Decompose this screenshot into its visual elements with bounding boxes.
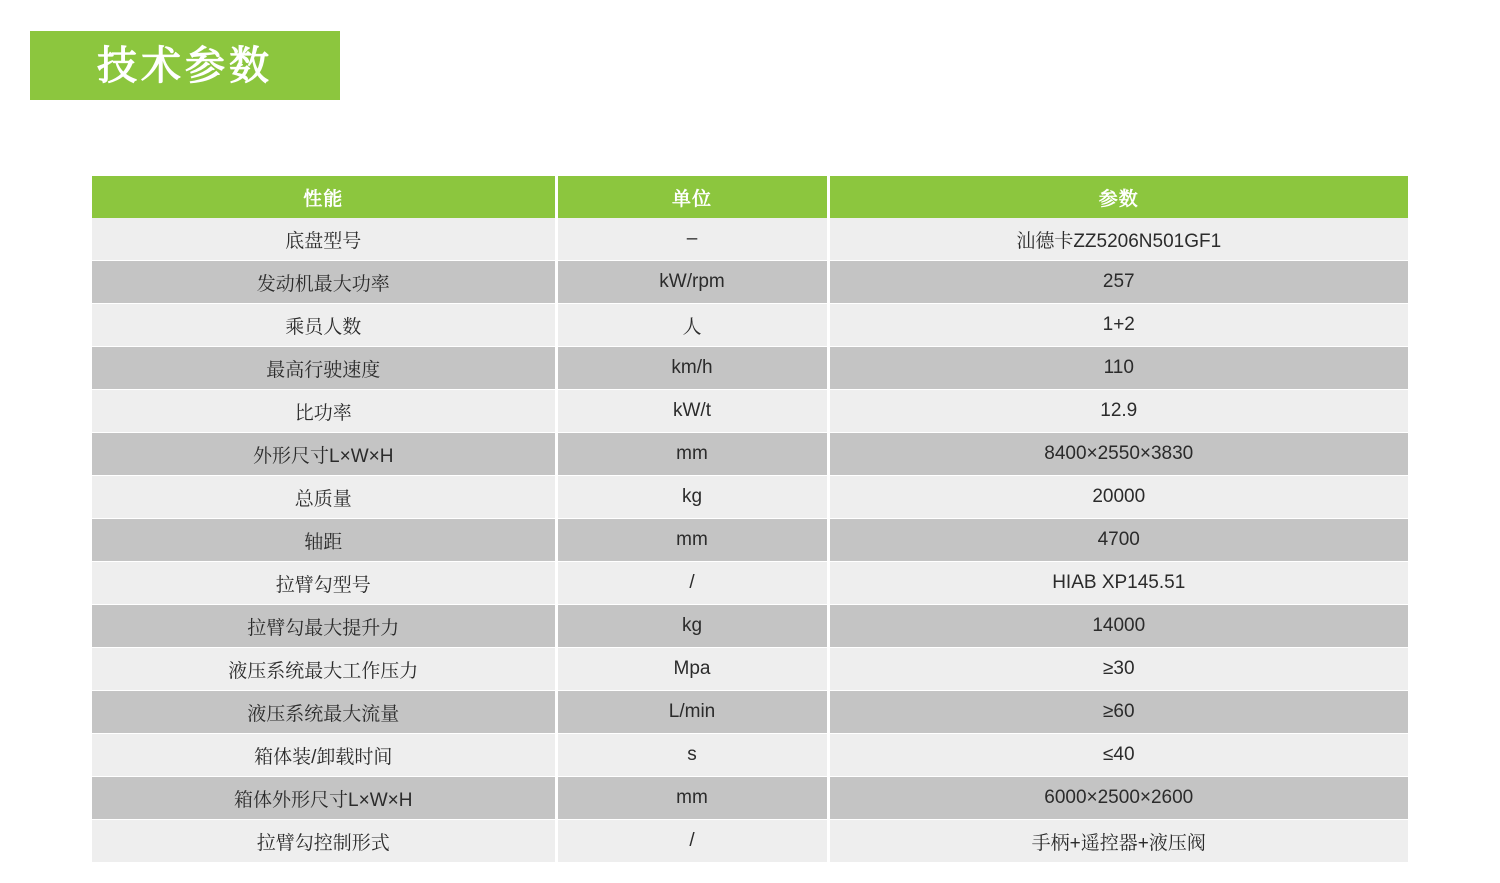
table-body [92,218,1408,863]
table-row [92,476,1408,519]
cell-parameter: 1+2 [828,304,1408,347]
cell-performance: 乘员人数 [92,304,556,347]
cell-unit: mm [556,777,828,820]
cell-parameter: 汕德卡ZZ5206N501GF1 [828,218,1408,261]
cell-unit: mm [556,433,828,476]
cell-parameter: 4700 [828,519,1408,562]
cell-performance: 拉臂勾控制形式 [92,820,556,863]
table-row [92,261,1408,304]
cell-parameter: 手柄+遥控器+液压阀 [828,820,1408,863]
cell-parameter: ≤40 [828,734,1408,777]
table-header-row [92,176,1408,218]
table-row [92,820,1408,863]
cell-unit: kW/t [556,390,828,433]
cell-performance: 拉臂勾最大提升力 [92,605,556,648]
cell-unit: kg [556,476,828,519]
table-row [92,390,1408,433]
cell-parameter: 257 [828,261,1408,304]
cell-performance: 轴距 [92,519,556,562]
table-row [92,648,1408,691]
table-row [92,691,1408,734]
column-header-unit: 单位 [556,176,828,218]
cell-performance: 最高行驶速度 [92,347,556,390]
cell-unit: km/h [556,347,828,390]
table-row [92,734,1408,777]
specification-table-container [92,176,1408,863]
cell-unit: L/min [556,691,828,734]
cell-parameter: 14000 [828,605,1408,648]
section-title-banner [30,31,340,100]
cell-performance: 液压系统最大流量 [92,691,556,734]
cell-unit: Mpa [556,648,828,691]
specification-table [92,176,1408,863]
cell-performance: 比功率 [92,390,556,433]
cell-unit: – [556,218,828,261]
column-header-performance: 性能 [92,176,556,218]
table-header [92,176,1408,218]
cell-parameter: 6000×2500×2600 [828,777,1408,820]
cell-performance: 总质量 [92,476,556,519]
cell-parameter: HIAB XP145.51 [828,562,1408,605]
cell-performance: 拉臂勾型号 [92,562,556,605]
column-header-parameter: 参数 [828,176,1408,218]
table-row [92,777,1408,820]
cell-unit: s [556,734,828,777]
cell-unit: / [556,562,828,605]
table-row [92,304,1408,347]
cell-performance: 发动机最大功率 [92,261,556,304]
cell-parameter: 110 [828,347,1408,390]
table-row [92,433,1408,476]
cell-unit: / [556,820,828,863]
table-row [92,347,1408,390]
cell-parameter: 20000 [828,476,1408,519]
cell-unit: kW/rpm [556,261,828,304]
table-row [92,218,1408,261]
cell-unit: kg [556,605,828,648]
table-row [92,605,1408,648]
cell-performance: 液压系统最大工作压力 [92,648,556,691]
cell-parameter: 12.9 [828,390,1408,433]
table-row [92,519,1408,562]
cell-performance: 外形尺寸L×W×H [92,433,556,476]
cell-parameter: ≥60 [828,691,1408,734]
cell-unit: mm [556,519,828,562]
cell-parameter: ≥30 [828,648,1408,691]
cell-performance: 底盘型号 [92,218,556,261]
cell-parameter: 8400×2550×3830 [828,433,1408,476]
cell-performance: 箱体外形尺寸L×W×H [92,777,556,820]
table-row [92,562,1408,605]
cell-performance: 箱体装/卸载时间 [92,734,556,777]
cell-unit: 人 [556,304,828,347]
page-title: 技术参数 [97,43,273,88]
